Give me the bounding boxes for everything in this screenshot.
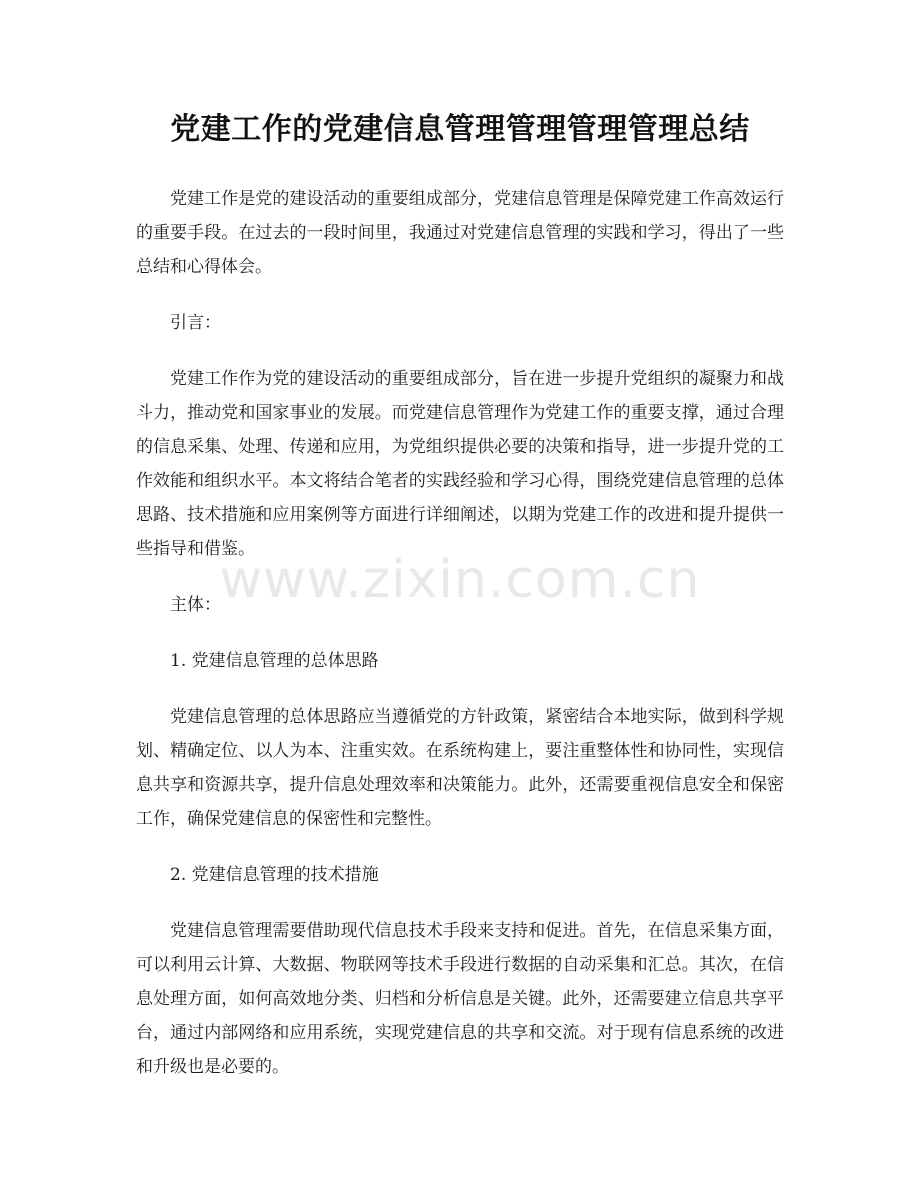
section-heading: 2. 党建信息管理的技术措施 (170, 865, 379, 885)
intro-paragraph: 党建工作是党的建设活动的重要组成部分，党建信息管理是保障党建工作高效运行的重要手段。在过去的一段时间里，我通过对党建信息管理的实践和学习，得出了一些总结和心得体会。 (136, 189, 784, 277)
document-title: 党建工作的党建信息管理管理管理管理总结 (170, 112, 750, 147)
body-label: 主体： (170, 595, 221, 615)
foreword-paragraph: 党建工作作为党的建设活动的重要组成部分，旨在进一步提升党组织的凝聚力和战斗力，推动党和国家事业的发展。而党建信息管理作为党建工作的重要支撑，通过合理的信息采集、处理、传递和应用，为党组织提供必要的决策和指导，进一步提升党的工作效能和组织水平。本文将结合笔者的实践经验和学习心得，围绕党建信息管理的总体思路、技术措施和应用案例等方面进行详细阐述，以期为党建工作的改进和提升提供一些指导和借鉴。 (136, 369, 784, 559)
section-paragraph: 党建信息管理需要借助现代信息技术手段来支持和促进。首先，在信息采集方面，可以利用云计算、大数据、物联网等技术手段进行数据的自动采集和汇总。其次，在信息处理方面，如何高效地分类、归档和分析信息是关键。此外，还需要建立信息共享平台，通过内部网络和应用系统，实现党建信息的共享和交流。对于现有信息系统的改进和升级也是必要的。 (136, 921, 784, 1077)
section-heading: 1. 党建信息管理的总体思路 (170, 651, 379, 671)
watermark: www.zixin.com.cn (219, 550, 701, 610)
document-body (136, 182, 784, 1106)
section-paragraph: 党建信息管理的总体思路应当遵循党的方针政策，紧密结合本地实际，做到科学规划、精确定位、以人为本、注重实效。在系统构建上，要注重整体性和协同性，实现信息共享和资源共享，提升信息处理效率和决策能力。此外，还需要重视信息安全和保密工作，确保党建信息的保密性和完整性。 (136, 707, 784, 829)
foreword-label: 引言： (170, 313, 221, 333)
